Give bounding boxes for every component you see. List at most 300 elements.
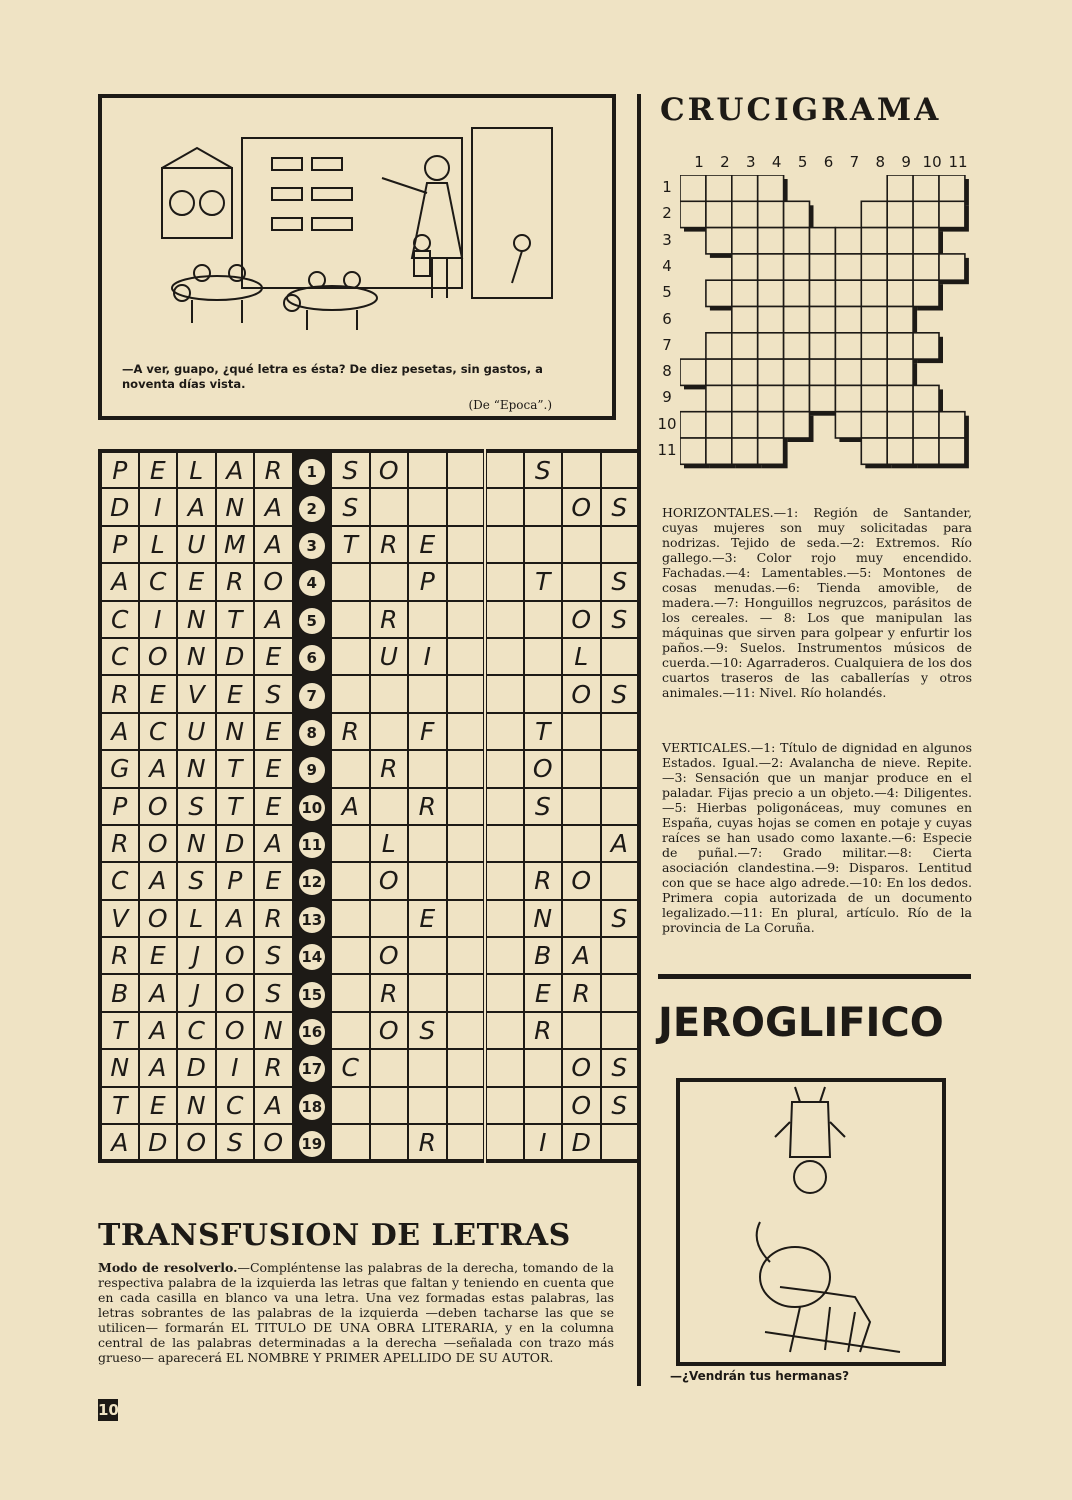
crossword-cell[interactable] (810, 385, 836, 411)
right-letter-cell[interactable] (331, 638, 370, 675)
right-letter-cell[interactable]: S (331, 488, 370, 525)
right-letter-cell[interactable] (331, 1087, 370, 1124)
right-letter-cell[interactable] (524, 526, 563, 563)
right-letter-cell[interactable]: S (524, 451, 563, 488)
left-letter-cell[interactable]: J (177, 937, 216, 974)
right-letter-cell[interactable] (601, 974, 640, 1011)
right-letter-cell[interactable] (485, 451, 524, 488)
left-letter-cell[interactable]: U (177, 526, 216, 563)
left-letter-cell[interactable]: E (139, 675, 178, 712)
right-letter-cell[interactable] (562, 526, 601, 563)
right-letter-cell[interactable] (562, 825, 601, 862)
right-letter-cell[interactable]: T (331, 526, 370, 563)
crossword-cell[interactable] (887, 280, 913, 306)
right-letter-cell[interactable] (370, 563, 409, 600)
crossword-cell[interactable] (887, 333, 913, 359)
right-letter-cell[interactable]: O (370, 1012, 409, 1049)
left-letter-cell[interactable]: P (100, 526, 139, 563)
crossword-cell[interactable] (861, 359, 887, 385)
crossword-cell[interactable] (732, 280, 758, 306)
left-letter-cell[interactable]: J (177, 974, 216, 1011)
left-letter-cell[interactable]: A (216, 900, 255, 937)
crossword-cell[interactable] (939, 412, 965, 438)
right-letter-cell[interactable] (370, 713, 409, 750)
right-letter-cell[interactable] (447, 675, 486, 712)
crossword-cell[interactable] (758, 412, 784, 438)
right-letter-cell[interactable]: O (562, 675, 601, 712)
crossword-cell[interactable] (887, 385, 913, 411)
right-letter-cell[interactable] (447, 900, 486, 937)
left-letter-cell[interactable]: E (254, 788, 293, 825)
right-letter-cell[interactable] (331, 563, 370, 600)
left-letter-cell[interactable]: N (177, 601, 216, 638)
right-letter-cell[interactable] (370, 788, 409, 825)
left-letter-cell[interactable]: M (216, 526, 255, 563)
crossword-cell[interactable] (706, 385, 732, 411)
left-letter-cell[interactable]: C (139, 563, 178, 600)
right-letter-cell[interactable] (408, 675, 447, 712)
left-letter-cell[interactable]: I (139, 488, 178, 525)
left-letter-cell[interactable]: A (254, 488, 293, 525)
right-letter-cell[interactable]: A (601, 825, 640, 862)
left-letter-cell[interactable]: A (100, 713, 139, 750)
crossword-cell[interactable] (758, 201, 784, 227)
right-letter-cell[interactable] (601, 526, 640, 563)
right-letter-cell[interactable] (601, 1012, 640, 1049)
right-letter-cell[interactable] (331, 675, 370, 712)
crossword-cell[interactable] (732, 385, 758, 411)
crossword-cell[interactable] (758, 254, 784, 280)
crossword-cell[interactable] (810, 228, 836, 254)
crossword-cell[interactable] (913, 412, 939, 438)
right-letter-cell[interactable]: S (524, 788, 563, 825)
left-letter-cell[interactable]: T (216, 750, 255, 787)
right-letter-cell[interactable]: L (370, 825, 409, 862)
left-letter-cell[interactable]: U (177, 713, 216, 750)
right-letter-cell[interactable]: O (562, 1049, 601, 1086)
crossword-cell[interactable] (758, 333, 784, 359)
crossword-cell[interactable] (680, 412, 706, 438)
left-letter-cell[interactable]: D (216, 825, 255, 862)
right-letter-cell[interactable] (447, 451, 486, 488)
right-letter-cell[interactable]: O (524, 750, 563, 787)
right-letter-cell[interactable] (408, 1049, 447, 1086)
left-letter-cell[interactable]: D (216, 638, 255, 675)
right-letter-cell[interactable] (408, 750, 447, 787)
right-letter-cell[interactable]: S (331, 451, 370, 488)
right-letter-cell[interactable]: L (562, 638, 601, 675)
right-letter-cell[interactable]: R (370, 750, 409, 787)
left-letter-cell[interactable]: E (177, 563, 216, 600)
crossword-cell[interactable] (887, 254, 913, 280)
left-letter-cell[interactable]: R (216, 563, 255, 600)
left-letter-cell[interactable]: O (254, 1124, 293, 1161)
left-letter-cell[interactable]: A (254, 1087, 293, 1124)
left-letter-cell[interactable]: R (254, 451, 293, 488)
crossword-cell[interactable] (810, 254, 836, 280)
right-letter-cell[interactable] (601, 750, 640, 787)
left-letter-cell[interactable]: E (254, 750, 293, 787)
crossword-cell[interactable] (887, 175, 913, 201)
crossword-cell[interactable] (887, 201, 913, 227)
right-letter-cell[interactable] (370, 1124, 409, 1161)
left-letter-cell[interactable]: O (216, 937, 255, 974)
crossword-cell[interactable] (758, 280, 784, 306)
left-letter-cell[interactable]: O (139, 638, 178, 675)
crossword-cell[interactable] (784, 228, 810, 254)
right-letter-cell[interactable] (485, 750, 524, 787)
right-letter-cell[interactable]: E (408, 900, 447, 937)
left-letter-cell[interactable]: P (100, 788, 139, 825)
right-letter-cell[interactable]: R (331, 713, 370, 750)
right-letter-cell[interactable]: S (601, 488, 640, 525)
crossword-cell[interactable] (887, 438, 913, 464)
right-letter-cell[interactable] (447, 601, 486, 638)
crossword-cell[interactable] (680, 201, 706, 227)
left-letter-cell[interactable]: R (254, 1049, 293, 1086)
crossword-cell[interactable] (784, 412, 810, 438)
right-letter-cell[interactable] (601, 713, 640, 750)
crossword-cell[interactable] (732, 359, 758, 385)
right-letter-cell[interactable] (601, 862, 640, 899)
right-letter-cell[interactable]: R (562, 974, 601, 1011)
right-letter-cell[interactable] (447, 1087, 486, 1124)
crossword-cell[interactable] (939, 175, 965, 201)
right-letter-cell[interactable]: E (408, 526, 447, 563)
left-letter-cell[interactable]: E (139, 1087, 178, 1124)
crossword-cell[interactable] (887, 359, 913, 385)
right-letter-cell[interactable] (408, 825, 447, 862)
right-letter-cell[interactable] (485, 1087, 524, 1124)
right-letter-cell[interactable] (485, 900, 524, 937)
right-letter-cell[interactable] (331, 825, 370, 862)
right-letter-cell[interactable] (370, 1049, 409, 1086)
right-letter-cell[interactable] (331, 900, 370, 937)
right-letter-cell[interactable] (447, 750, 486, 787)
right-letter-cell[interactable]: R (408, 788, 447, 825)
left-letter-cell[interactable]: C (177, 1012, 216, 1049)
right-letter-cell[interactable] (447, 937, 486, 974)
left-letter-cell[interactable]: A (254, 601, 293, 638)
right-letter-cell[interactable] (408, 974, 447, 1011)
crossword-cell[interactable] (758, 385, 784, 411)
right-letter-cell[interactable]: S (601, 675, 640, 712)
right-letter-cell[interactable]: O (562, 601, 601, 638)
right-letter-cell[interactable]: O (370, 451, 409, 488)
right-letter-cell[interactable] (485, 638, 524, 675)
left-letter-cell[interactable]: O (216, 974, 255, 1011)
left-letter-cell[interactable]: A (254, 526, 293, 563)
crossword-cell[interactable] (913, 175, 939, 201)
right-letter-cell[interactable] (408, 488, 447, 525)
crossword-cell[interactable] (861, 228, 887, 254)
right-letter-cell[interactable] (331, 601, 370, 638)
crossword-cell[interactable] (810, 333, 836, 359)
right-letter-cell[interactable] (524, 675, 563, 712)
left-letter-cell[interactable]: S (177, 788, 216, 825)
left-letter-cell[interactable]: E (139, 937, 178, 974)
left-letter-cell[interactable]: I (139, 601, 178, 638)
left-letter-cell[interactable]: C (100, 601, 139, 638)
right-letter-cell[interactable] (601, 788, 640, 825)
crossword-cell[interactable] (887, 307, 913, 333)
right-letter-cell[interactable] (524, 638, 563, 675)
crossword-cell[interactable] (706, 438, 732, 464)
left-letter-cell[interactable]: O (177, 1124, 216, 1161)
crossword-cell[interactable] (680, 359, 706, 385)
left-letter-cell[interactable]: I (216, 1049, 255, 1086)
left-letter-cell[interactable]: N (177, 750, 216, 787)
crossword-cell[interactable] (887, 228, 913, 254)
right-letter-cell[interactable] (447, 526, 486, 563)
crossword-cell[interactable] (835, 333, 861, 359)
left-letter-cell[interactable]: A (100, 563, 139, 600)
left-letter-cell[interactable]: V (177, 675, 216, 712)
left-letter-cell[interactable]: E (254, 713, 293, 750)
left-letter-cell[interactable]: C (216, 1087, 255, 1124)
crossword-cell[interactable] (810, 359, 836, 385)
crossword-cell[interactable] (732, 254, 758, 280)
crossword-cell[interactable] (861, 333, 887, 359)
right-letter-cell[interactable] (485, 862, 524, 899)
right-letter-cell[interactable] (408, 1087, 447, 1124)
crossword-cell[interactable] (913, 333, 939, 359)
right-letter-cell[interactable] (562, 900, 601, 937)
left-letter-cell[interactable]: P (216, 862, 255, 899)
left-letter-cell[interactable]: A (177, 488, 216, 525)
left-letter-cell[interactable]: N (216, 713, 255, 750)
left-letter-cell[interactable]: R (100, 675, 139, 712)
left-letter-cell[interactable]: S (254, 675, 293, 712)
right-letter-cell[interactable] (408, 937, 447, 974)
right-letter-cell[interactable] (524, 601, 563, 638)
right-letter-cell[interactable]: I (408, 638, 447, 675)
right-letter-cell[interactable] (408, 862, 447, 899)
right-letter-cell[interactable] (331, 974, 370, 1011)
right-letter-cell[interactable] (485, 825, 524, 862)
crossword-cell[interactable] (732, 201, 758, 227)
right-letter-cell[interactable] (370, 900, 409, 937)
crossword-cell[interactable] (913, 201, 939, 227)
right-letter-cell[interactable] (601, 937, 640, 974)
right-letter-cell[interactable] (485, 1049, 524, 1086)
left-letter-cell[interactable]: E (139, 451, 178, 488)
right-letter-cell[interactable]: C (331, 1049, 370, 1086)
left-letter-cell[interactable]: O (139, 825, 178, 862)
right-letter-cell[interactable]: E (524, 974, 563, 1011)
left-letter-cell[interactable]: L (177, 451, 216, 488)
crossword-cell[interactable] (835, 359, 861, 385)
right-letter-cell[interactable] (562, 750, 601, 787)
right-letter-cell[interactable] (331, 862, 370, 899)
right-letter-cell[interactable] (524, 1049, 563, 1086)
crossword-cell[interactable] (913, 254, 939, 280)
crossword-cell[interactable] (732, 228, 758, 254)
right-letter-cell[interactable] (447, 862, 486, 899)
crossword-cell[interactable] (680, 175, 706, 201)
left-letter-cell[interactable]: A (100, 1124, 139, 1161)
crossword-cell[interactable] (835, 307, 861, 333)
crossword-cell[interactable] (835, 228, 861, 254)
crossword-cell[interactable] (732, 438, 758, 464)
right-letter-cell[interactable] (408, 601, 447, 638)
right-letter-cell[interactable] (331, 1124, 370, 1161)
right-letter-cell[interactable]: S (601, 1087, 640, 1124)
crossword-cell[interactable] (706, 359, 732, 385)
left-letter-cell[interactable]: A (139, 862, 178, 899)
left-letter-cell[interactable]: T (216, 788, 255, 825)
right-letter-cell[interactable]: R (524, 862, 563, 899)
right-letter-cell[interactable]: R (370, 601, 409, 638)
right-letter-cell[interactable] (601, 638, 640, 675)
right-letter-cell[interactable]: S (601, 900, 640, 937)
crossword-cell[interactable] (810, 307, 836, 333)
right-letter-cell[interactable] (485, 563, 524, 600)
crossword-cell[interactable] (887, 412, 913, 438)
right-letter-cell[interactable] (562, 451, 601, 488)
right-letter-cell[interactable]: S (601, 563, 640, 600)
left-letter-cell[interactable]: N (216, 488, 255, 525)
left-letter-cell[interactable]: T (100, 1087, 139, 1124)
left-letter-cell[interactable]: A (216, 451, 255, 488)
crossword-cell[interactable] (810, 280, 836, 306)
right-letter-cell[interactable] (524, 488, 563, 525)
right-letter-cell[interactable]: D (562, 1124, 601, 1161)
right-letter-cell[interactable] (485, 788, 524, 825)
right-letter-cell[interactable] (370, 675, 409, 712)
right-letter-cell[interactable] (524, 825, 563, 862)
crossword-cell[interactable] (706, 175, 732, 201)
left-letter-cell[interactable]: O (254, 563, 293, 600)
right-letter-cell[interactable]: R (370, 974, 409, 1011)
left-letter-cell[interactable]: N (254, 1012, 293, 1049)
left-letter-cell[interactable]: E (216, 675, 255, 712)
left-letter-cell[interactable]: C (139, 713, 178, 750)
left-letter-cell[interactable]: O (216, 1012, 255, 1049)
right-letter-cell[interactable]: T (524, 713, 563, 750)
left-letter-cell[interactable]: R (254, 900, 293, 937)
right-letter-cell[interactable] (447, 488, 486, 525)
right-letter-cell[interactable]: P (408, 563, 447, 600)
right-letter-cell[interactable]: A (331, 788, 370, 825)
crossword-cell[interactable] (913, 438, 939, 464)
right-letter-cell[interactable] (447, 1012, 486, 1049)
crossword-cell[interactable] (680, 438, 706, 464)
right-letter-cell[interactable] (562, 563, 601, 600)
right-letter-cell[interactable]: A (562, 937, 601, 974)
crossword-cell[interactable] (758, 359, 784, 385)
crossword-cell[interactable] (732, 333, 758, 359)
crossword-cell[interactable] (861, 254, 887, 280)
right-letter-cell[interactable]: B (524, 937, 563, 974)
right-letter-cell[interactable] (485, 675, 524, 712)
right-letter-cell[interactable]: R (408, 1124, 447, 1161)
crossword-cell[interactable] (835, 254, 861, 280)
left-letter-cell[interactable]: E (254, 862, 293, 899)
right-letter-cell[interactable] (562, 1012, 601, 1049)
right-letter-cell[interactable]: U (370, 638, 409, 675)
crossword-cell[interactable] (758, 175, 784, 201)
right-letter-cell[interactable] (331, 750, 370, 787)
right-letter-cell[interactable] (485, 526, 524, 563)
right-letter-cell[interactable] (485, 974, 524, 1011)
right-letter-cell[interactable] (601, 1124, 640, 1161)
crossword-cell[interactable] (835, 412, 861, 438)
right-letter-cell[interactable]: S (601, 1049, 640, 1086)
crossword-cell[interactable] (784, 333, 810, 359)
right-letter-cell[interactable]: S (601, 601, 640, 638)
right-letter-cell[interactable] (485, 601, 524, 638)
right-letter-cell[interactable] (370, 488, 409, 525)
left-letter-cell[interactable]: T (216, 601, 255, 638)
left-letter-cell[interactable]: A (139, 1012, 178, 1049)
right-letter-cell[interactable]: R (370, 526, 409, 563)
left-letter-cell[interactable]: D (100, 488, 139, 525)
right-letter-cell[interactable]: O (562, 1087, 601, 1124)
right-letter-cell[interactable] (447, 1049, 486, 1086)
right-letter-cell[interactable] (370, 1087, 409, 1124)
right-letter-cell[interactable] (408, 451, 447, 488)
left-letter-cell[interactable]: O (139, 900, 178, 937)
right-letter-cell[interactable] (485, 713, 524, 750)
right-letter-cell[interactable] (485, 937, 524, 974)
right-letter-cell[interactable]: F (408, 713, 447, 750)
crossword-cell[interactable] (732, 307, 758, 333)
right-letter-cell[interactable]: R (524, 1012, 563, 1049)
crossword-cell[interactable] (732, 412, 758, 438)
right-letter-cell[interactable] (485, 1012, 524, 1049)
crossword-cell[interactable] (784, 385, 810, 411)
left-letter-cell[interactable]: L (177, 900, 216, 937)
right-letter-cell[interactable]: T (524, 563, 563, 600)
crossword-cell[interactable] (939, 438, 965, 464)
right-letter-cell[interactable]: I (524, 1124, 563, 1161)
crossword-cell[interactable] (861, 280, 887, 306)
left-letter-cell[interactable]: A (139, 750, 178, 787)
left-letter-cell[interactable]: V (100, 900, 139, 937)
left-letter-cell[interactable]: D (177, 1049, 216, 1086)
left-letter-cell[interactable]: A (254, 825, 293, 862)
left-letter-cell[interactable]: T (100, 1012, 139, 1049)
left-letter-cell[interactable]: A (139, 974, 178, 1011)
left-letter-cell[interactable]: C (100, 638, 139, 675)
right-letter-cell[interactable] (447, 974, 486, 1011)
crossword-cell[interactable] (706, 333, 732, 359)
right-letter-cell[interactable]: O (562, 488, 601, 525)
right-letter-cell[interactable] (331, 1012, 370, 1049)
right-letter-cell[interactable] (447, 713, 486, 750)
crossword-cell[interactable] (861, 412, 887, 438)
crossword-cell[interactable] (758, 307, 784, 333)
right-letter-cell[interactable] (447, 1124, 486, 1161)
left-letter-cell[interactable]: N (177, 638, 216, 675)
crossword-cell[interactable] (706, 412, 732, 438)
left-letter-cell[interactable]: C (100, 862, 139, 899)
left-letter-cell[interactable]: P (100, 451, 139, 488)
right-letter-cell[interactable] (447, 788, 486, 825)
left-letter-cell[interactable]: R (100, 937, 139, 974)
right-letter-cell[interactable] (601, 451, 640, 488)
crossword-cell[interactable] (784, 280, 810, 306)
crossword-cell[interactable] (758, 228, 784, 254)
crossword-cell[interactable] (913, 280, 939, 306)
right-letter-cell[interactable] (447, 638, 486, 675)
left-letter-cell[interactable]: S (216, 1124, 255, 1161)
crossword-cell[interactable] (939, 201, 965, 227)
left-letter-cell[interactable]: S (254, 974, 293, 1011)
left-letter-cell[interactable]: N (177, 825, 216, 862)
left-letter-cell[interactable]: L (139, 526, 178, 563)
